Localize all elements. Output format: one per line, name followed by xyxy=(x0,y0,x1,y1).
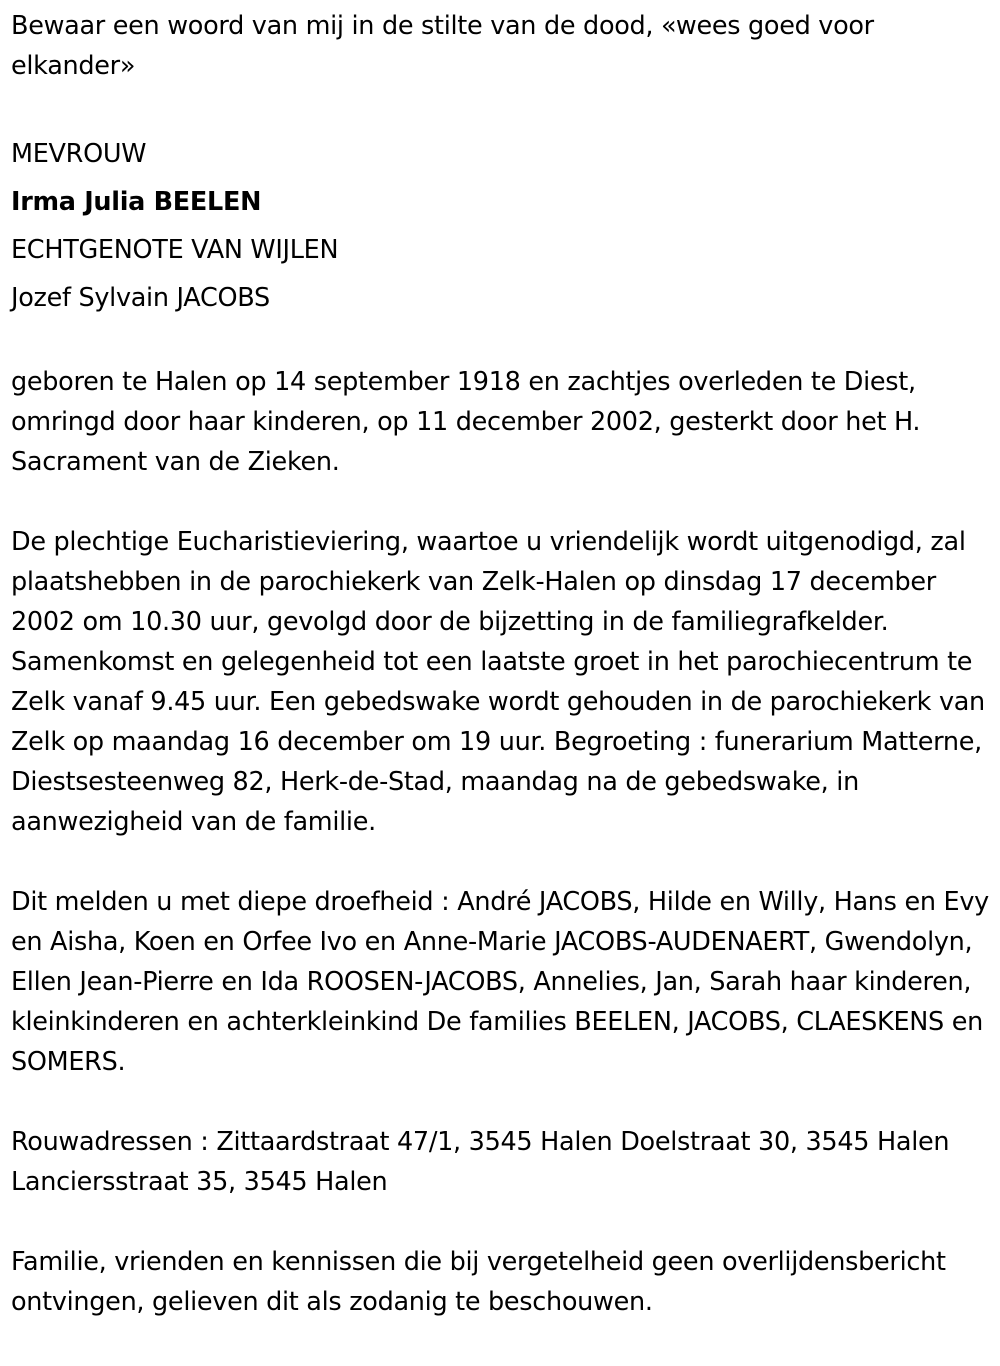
spacer xyxy=(11,842,989,882)
obituary-header xyxy=(11,130,989,322)
spacer xyxy=(11,322,989,362)
spacer xyxy=(11,1082,989,1122)
birth-death-paragraph: geboren te Halen op 14 september 1918 en zachtjes overleden te Diest, omringd door haar kinderen, op 11 december 2002, gesterkt door het H. Sacrament van de Zieken. xyxy=(11,367,921,477)
deceased-name: Irma Julia BEELEN xyxy=(11,187,262,217)
spacer xyxy=(11,1202,989,1242)
motto-text: Bewaar een woord van mij in de stilte van de dood, «wees goed voor elkander» xyxy=(11,11,874,81)
family-paragraph: Dit melden u met diepe droefheid : André JACOBS, Hilde en Willy, Hans en Evy en Aisha, Koen en Orfee Ivo en Anne-Marie JACOBS-AUDENAERT, Gwendolyn, Ellen Jean-Pierre en Ida ROOSEN-JACOBS, Annelies, Jan, Sarah haar kinderen, kleinkinderen en achterkleinkind De families BEELEN, JACOBS, CLAESKENS en SOMERS. xyxy=(11,887,989,1077)
spacer xyxy=(11,482,989,522)
addresses-paragraph: Rouwadressen : Zittaardstraat 47/1, 3545 Halen Doelstraat 30, 3545 Halen Lanciersstraat 35, 3545 Halen xyxy=(11,1127,950,1197)
spouse-name: Jozef Sylvain JACOBS xyxy=(11,283,270,313)
spacer xyxy=(11,86,989,126)
closing-paragraph: Familie, vrienden en kennissen die bij vergetelheid geen overlijdensbericht ontvingen, gelieven dit als zodanig te beschouwen. xyxy=(11,1247,946,1317)
relation-text: ECHTGENOTE VAN WIJLEN xyxy=(11,235,339,265)
honorific-title: MEVROUW xyxy=(11,139,147,169)
ceremony-paragraph: De plechtige Eucharistieviering, waartoe u vriendelijk wordt uitgenodigd, zal plaatshebben in de parochiekerk van Zelk-Halen op dinsdag 17 december 2002 om 10.30 uur, gevolgd door de bijzetting in de familiegrafkelder. Samenkomst en gelegenheid tot een laatste groet in het parochiecentrum te Zelk vanaf 9.45 uur. Een gebedswake wordt gehouden in de parochiekerk van Zelk op maandag 16 december om 19 uur. Begroeting : funerarium Matterne, Diestsesteenweg 82, Herk-de-Stad, maandag na de gebedswake, in aanwezigheid van de familie. xyxy=(11,527,985,837)
